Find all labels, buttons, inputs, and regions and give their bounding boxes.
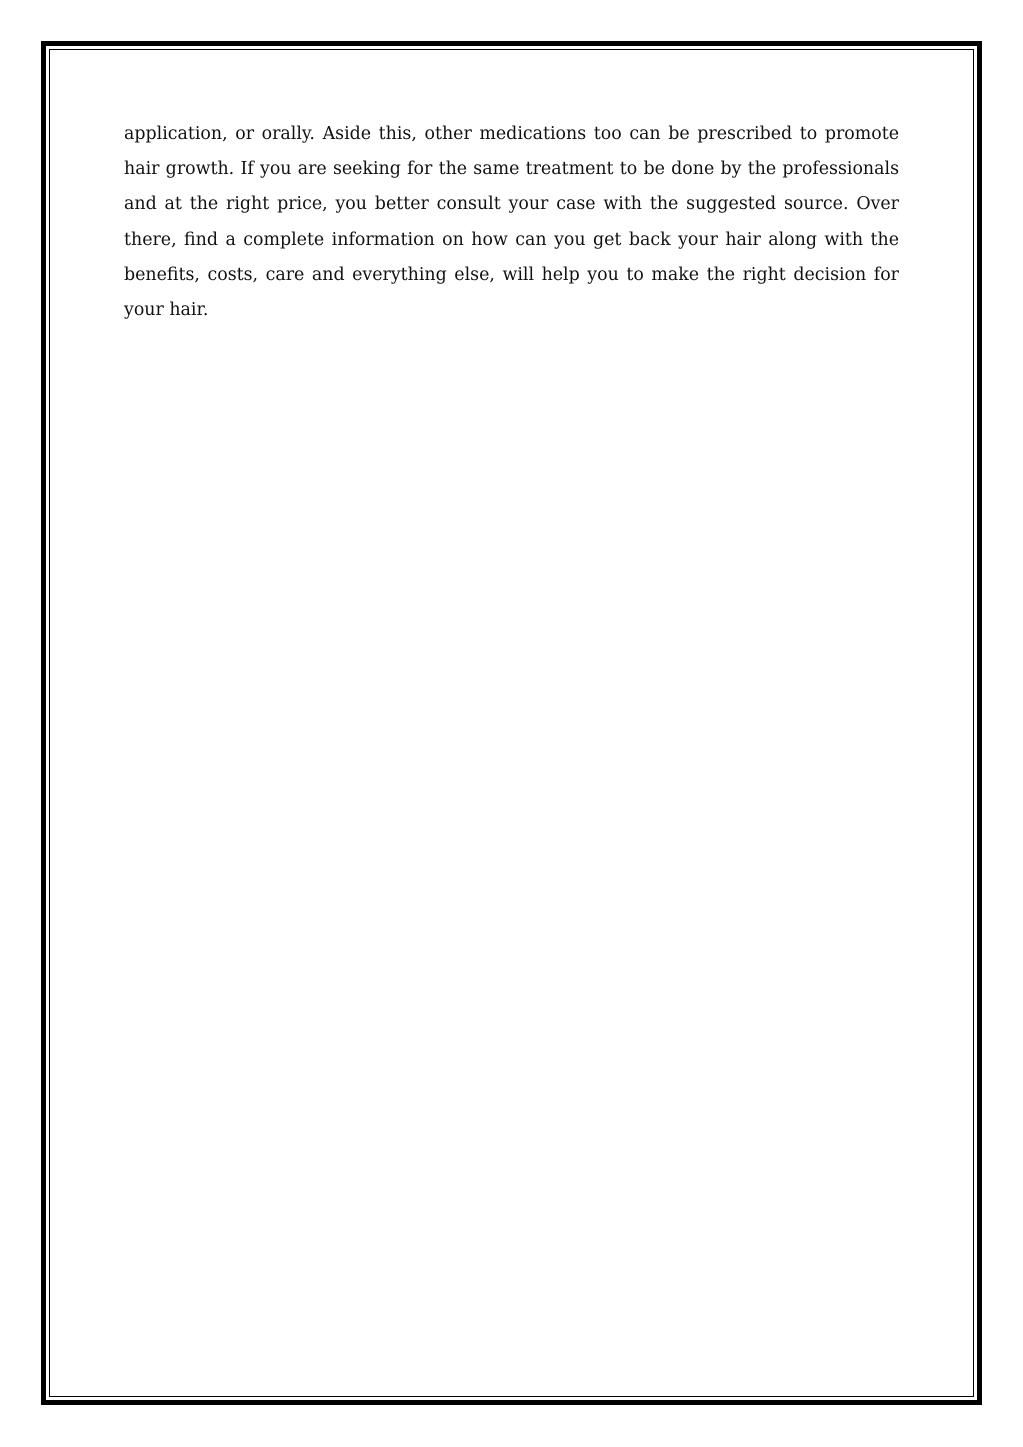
body-paragraph: application, or orally. Aside this, other medications too can be prescribed to promote hair growth. If you are seeking for the same treatment to be done by the professionals and at the right price, you better consult your case with the suggested source. Over there, find a complete information on how can you get back your hair along with the benefits, costs, care and everything else, will help you to make the right decision for your hair. bbox=[124, 124, 899, 321]
